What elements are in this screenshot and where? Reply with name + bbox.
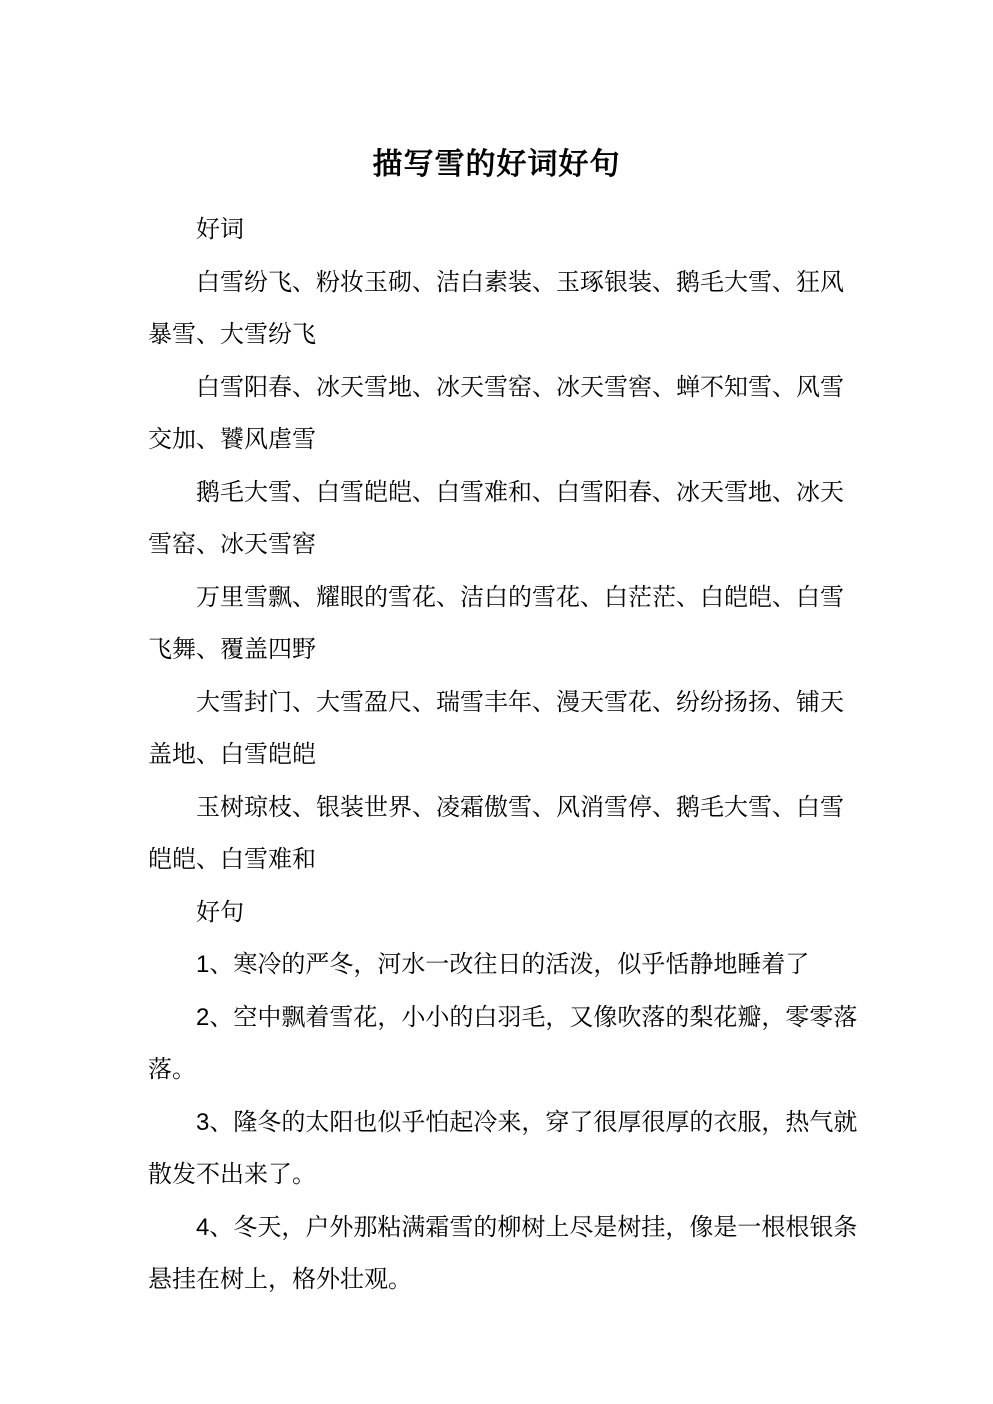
word-list-paragraph-2: 白雪阳春、冰天雪地、冰天雪窑、冰天雪窖、蝉不知雪、风雪交加、饕风虐雪 [148, 373, 844, 453]
word-list-paragraph-4: 万里雪飘、耀眼的雪花、洁白的雪花、白茫茫、白皑皑、白雪飞舞、覆盖四野 [148, 583, 844, 663]
document-title: 描写雪的好词好句 [372, 148, 621, 181]
word-list-paragraph-3: 鹅毛大雪、白雪皑皑、白雪难和、白雪阳春、冰天雪地、冰天雪窑、冰天雪窖 [148, 478, 844, 558]
sentence-paragraph-2: 2、空中飘着雪花，小小的白羽毛，又像吹落的梨花瓣，零零落落。 [148, 1003, 858, 1083]
section-label-good-words: 好词 [196, 216, 244, 243]
word-list-paragraph-6: 玉树琼枝、银装世界、凌霜傲雪、风消雪停、鹅毛大雪、白雪皑皑、白雪难和 [148, 793, 844, 873]
sentence-paragraph-3: 3、隆冬的太阳也似乎怕起冷来，穿了很厚很厚的衣服，热气就散发不出来了。 [148, 1108, 858, 1188]
sentence-paragraph-4: 4、冬天，户外那粘满霜雪的柳树上尽是树挂，像是一根根银条悬挂在树上，格外壮观。 [148, 1213, 858, 1293]
word-list-paragraph-5: 大雪封门、大雪盈尺、瑞雪丰年、漫天雪花、纷纷扬扬、铺天盖地、白雪皑皑 [148, 688, 844, 768]
sentence-paragraph-1: 1、寒冷的严冬，河水一改往日的活泼，似乎恬静地睡着了 [196, 951, 810, 978]
section-label-good-sentences: 好句 [196, 898, 244, 926]
word-list-paragraph-1: 白雪纷飞、粉妆玉砌、洁白素装、玉琢银装、鹅毛大雪、狂风暴雪、大雪纷飞 [148, 268, 844, 348]
document-content [148, 191, 863, 1307]
